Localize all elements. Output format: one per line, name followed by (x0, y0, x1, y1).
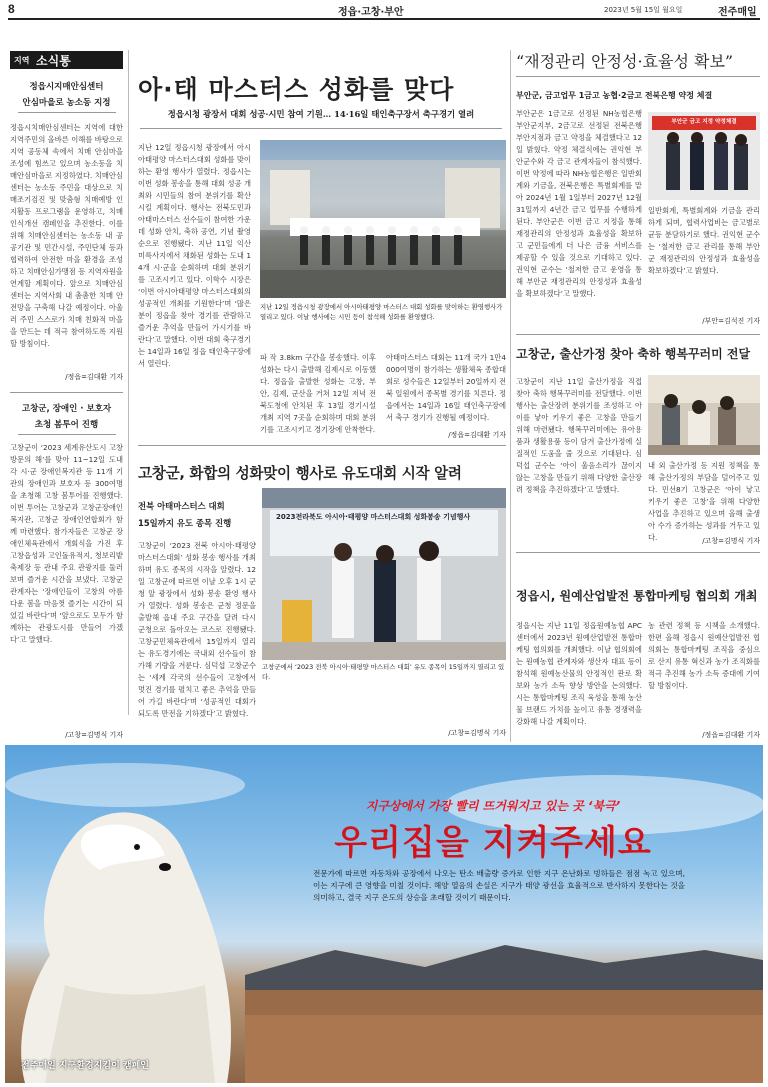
header-rule (8, 18, 760, 20)
ad-tagline: 지구상에서 가장 빨리 뜨거워지고 있는 곳 ‘북극’ (365, 799, 621, 813)
brief2-subtitle: 초청 봄투어 진행 (34, 420, 99, 430)
right-photo-banner: 부안군 금고 지정 약정체결 (671, 119, 737, 125)
masthead-logo: 전주매일 (718, 7, 757, 18)
brief2-title: 고창군, 장애인 · 보호자 (21, 404, 112, 414)
right-story2-byline: /고창=김명식 기자 (702, 537, 760, 545)
brief1-subtitle: 안심마을로 농소동 지정 (22, 98, 111, 108)
story2-headline: 고창군, 화합의 성화맞이 행사로 유도대회 시작 알려 (138, 465, 462, 482)
sidebar-separator (10, 392, 123, 393)
ad-body: 전문가에 따르면 자동차와 공장에서 나오는 탄소 배출량 증가로 인한 지구 온난화로 빙하들은 점점 녹고 있으며, 이는 지구에 큰 영향을 미칠 것이다. 해양 열음의 손실은 지구가 태양 광선을 효율적으로 반사하지 못한다는 것을 의미하고, 결국 지구 온도의 상승을 초래할 것이기 때문이다. (313, 869, 685, 902)
sidebar-divider (128, 50, 129, 715)
main-photo (260, 140, 506, 298)
brief2-body: 고창군이 ‘2023 세계유산도시 고창 방문의 해’를 맞아 11~12일 도내 각 시·군 장애인복지관 등 11개 기관의 장애인과 보호자 등 300여명을 초청해 고창 봄투어를 진행했다. 이번 투어는 고창군과 고창군장애인복지관, 고창군 장애인연합회가 함께 마련했다. 참가자들은 고창군 장애인체육관에서 개회식을 가진 후 고창읍성과 고인돌유적지, 청보리밭 축제장 등 관내 주요 관광지를 둘러보며 즐거운 시간을 보냈다. 고창군 관계자는 ‘장애인들이 고창의 아름다운 봄을 마음껏 즐기는 시간이 되었길 바란다’며 ‘앞으로도 모두가 함께하는 관광도시를 만들어 가겠다’고 말했다. (10, 443, 123, 644)
right-story3-byline: /정읍=김대환 기자 (702, 731, 760, 739)
brief2-underline (18, 434, 116, 435)
main-body-right: 아태마스터스 대회는 11개 국가 1만4000여명이 참가하는 생활체육 종합대회로 성수들은 12일부터 20일까지 전북 일원에서 종목별 경기를 치른다. 정읍에서는 14일과 16일 태인축구장에서 축구 경기가 진행될 예정이다. (386, 353, 506, 422)
right-body: 부안군은 1금고로 선정된 NH농협은행 부안군지부, 2금고로 선정된 전북은행 부안지점과 금고 약정을 체결했다고 12일 밝혔다. 약정 체결식에는 권익현 부안군수와 각 금고 관계자들이 참석했다. 이번 약정에 따라 NH농협은행은 일반회계와 기금을, 전북은행은 특별회계를 맡아 2024년 1월 1일부터 2027년 12월 31일까지 4년간 금고 업무를 수행하게 된다. 부안군은 이번 금고 지정을 통해 재정관리의 안정성과 효율성을 확보하고 군민들에게 더 나은 금융 서비스를 제공할 수 있을 것으로 기대하고 있다. 권익현 군수는 ‘철저한 금고 운영을 통해 부안군 재정관리의 안정성과 효율성을 확보하겠다’고 말했다. (516, 109, 642, 298)
climate-ad (5, 745, 763, 1083)
brief1-body: 정읍시치매안심센터는 지역에 대한 지역주민의 올바른 이해를 바탕으로 지역 공동체 속에서 치매 안심마을 조성에 힘쓰고 있으며 농소동을 치매안심마을로 지정하였다. 치매안심센터는 농소동 주민을 대상으로 치매조기검진 및 맞춤형 치매예방 인지활동 프로그램을 운영하고, 치매 인식개선 캠페인을 추진한다. 이를 위해 치매안심센터는 농소동 내 공공기관 및 민간시설, 주민단체 등과 협력하여 안전한 마을 환경을 조성하고 치매안심가맹점 등 지역자원을 연계할 계획이다. 앞으로 치매안심센터는 지역사회 내 촘촘한 치매 안전망을 구축해 나갈 예정이다. 아울러 주민 스스로가 치매 친화적 마을을 만드는 데 적극 참여하도록 지원할 방침이다. (10, 123, 123, 348)
climate-ad-art (5, 745, 763, 1083)
center-divider (510, 50, 511, 742)
main-bottom-rule (138, 445, 506, 446)
sidebar-badge-region: 지역 (14, 56, 30, 65)
main-body-mid: 파 작 3.8km 구간을 봉송했다. 이후 성화는 다시 출발해 김제시로 이동했다. 정읍을 출발한 성화는 고창, 부안, 김제, 군산을 거쳐 12일 저녁 전북도청에 안치된 후 13일 경기시설 개최 지역 7곳을 순회하며 대회 분위기를 고조시키고 경기장에 안착한다. (260, 353, 376, 434)
ad-headline: 우리집을 지켜주세요 (334, 823, 652, 863)
right-headline-rule (516, 76, 760, 77)
section-title: 정읍·고창·부안 (338, 7, 404, 18)
right-sep-1 (516, 334, 760, 335)
right-sep-2 (516, 552, 760, 553)
right-subhead: 부안군, 금고업무 1금고 농협·2금고 전북은행 약정 체결 (516, 91, 713, 100)
right-story2-side: 내 외 출산가정 등 지원 정책을 통해 출산가정의 부담을 덜어주고 있다. 민선8기 고창군은 ‘아이 낳고 키우기 좋은 고창’을 위해 다양한 사업을 추진하고 있으며 올해 출생아 수가 증가하는 성과를 거두고 있다. (648, 461, 760, 542)
right-story2-headline: 고창군, 출산가정 찾아 축하 행복꾸러미 전달 (516, 347, 751, 361)
story2-kicker: 전북 아태마스터스 대회 (138, 501, 225, 511)
story2-photo-banner: 2023전라북도 아시아·태평양 마스터스대회 성화봉송 기념행사 (276, 513, 471, 521)
brief1-underline (18, 112, 116, 113)
brief1-title: 정읍시지매안심센터 (29, 82, 104, 92)
right-story3-headline: 정읍시, 원예산업발전 통합마케팅 협의회 개최 (516, 589, 758, 603)
main-subhead-rule (140, 128, 502, 129)
right-body-side: 일반회계, 특별회계와 기금을 관리하게 되며, 협력사업비는 금고별로 균등 분담하기로 했다. 권익현 군수는 ‘철저한 금고 관리를 통해 부안군 재정관리의 안정성과 효율성을 확보하겠다’고 밝혔다. (648, 206, 760, 275)
right-byline: /부안=김석진 기자 (702, 317, 760, 325)
right-story2-body: 고창군이 지난 11일 출산가정을 직접 찾아 축하 행복꾸러미를 전달했다. 이번 행사는 출산장려 분위기를 조성하고 아이를 낳아 키우기 좋은 고창을 만들기 위해 마련됐다. 행복꾸러미에는 유아용품과 생활용품 등이 담겨 출산가정에 실질적인 도움을 줄 것으로 기대된다. 심덕섭 군수는 ‘아이 울음소리가 끊이지 않는 고창을 만들기 위해 다양한 출산장려 정책을 추진하겠다’고 말했다. (516, 377, 642, 494)
main-body-left: 지난 12일 정읍시청 광장에서 아시아태평양 마스터스대회 성화를 맞이하는 환영 행사가 열렸다. 정읍시는 이번 성화 봉송을 통해 대회 성공 개최와 시민들의 참여 분위기를 확산시킬 계획이다. 행사는 전북도민과 아태마스터스 선수들이 참여한 가운데 성화 안치, 축하 공연, 기념 촬영 순으로 진행됐다. 지난 11일 익산 미륵사지에서 채화된 성화는 도내 14개 시·군을 순회하며 대회 분위기를 고조시키고 있다. 이학수 시장은 ‘이번 아시아태평양 마스터스대회의 성공적인 개최를 기원한다’며 ‘많은 분이 정읍을 찾아 경기를 관람하고 즐거운 추억을 만들어 가시기를 바란다’고 말했다. 이번 대회 축구경기는 14일과 16일 정읍 태인축구장에서 열린다. (138, 143, 251, 368)
right-photo (648, 112, 760, 200)
right-story2-photo (648, 375, 760, 455)
issue-date: 2023년 5월 15일 월요일 (604, 6, 683, 14)
main-headline: 아·태 마스터스 성화를 맞다 (138, 75, 455, 104)
ad-footer: 전주매일 지구환경지킴이 캠페인 (21, 1061, 149, 1071)
right-photo-art (648, 112, 760, 200)
right-story2-photo-art (648, 375, 760, 455)
story2-photo-caption: 고창군에서 ‘2023 전북 아시아·태평양 마스터스 대회’ 유도 종목이 15일까지 열리고 있다. (262, 663, 505, 681)
main-byline: /정읍=김대환 기자 (448, 431, 506, 439)
right-story3-side: 농 관련 정책 등 시책을 소개했다. 한편 올해 정읍시 원예산업발전 협의회는 통합마케팅 조직을 중심으로 산지 유통 혁신과 농가 조직화를 적극 추진해 농가 소득 증대에 기여할 방침이다. (648, 621, 760, 690)
main-subhead: 정읍시청 광장서 대회 성공·시민 참여 기원… 14·16일 태인축구장서 축구경기 열려 (167, 109, 475, 119)
brief2-byline: /고창=김명식 기자 (65, 731, 123, 739)
main-photo-caption: 지난 12일 정읍시청 광장에서 아시아태평양 마스터스 대회 성화를 맞이하는 환영행사가 열리고 있다. 이날 행사에는 시민 등이 참석해 성화를 환영했다. (260, 303, 503, 321)
brief1-byline: /정읍=김대환 기자 (65, 373, 123, 381)
right-story3-body: 정읍시는 지난 11일 정읍원예농협 APC센터에서 2023년 원예산업발전 통합마케팅 협의회를 개최했다. 이날 협의회에는 원예농협 관계자와 생산자 대표 등이 참석해 원예농산물의 안정적인 판로 확보와 농가 소득 향상 방안을 논의했다. 시는 통합마케팅 조직 육성을 통해 농산물 브랜드 가치를 높이고 유통 경쟁력을 강화해 나갈 계획이다. (516, 621, 642, 726)
main-photo-art (260, 140, 506, 298)
story2-byline: /고창=김명식 기자 (448, 729, 506, 737)
page-number: 8 (8, 2, 15, 16)
right-headline: “재정관리 안정성·효율성 확보” (516, 52, 734, 71)
story2-subhead: 15일까지 유도 종목 진행 (138, 518, 232, 528)
sidebar-badge-title: 소식통 (36, 54, 71, 68)
story2-body: 고창군이 ‘2023 전북 아시아·태평양 마스터스대회’ 성화 봉송 행사를 개최하며 유도 종목의 시작을 알렸다. 12일 고창군에 따르면 이날 오후 1시 군청 앞 광장에서 성화 봉송 환영 행사가 열렸다. 성화 봉송은 군청 정문을 출발해 읍내 주요 구간을 달려 다시 군청으로 돌아오는 코스로 진행됐다. 고창군민체육관에서 15일까지 열리는 유도경기에는 국내외 선수들이 참가해 기량을 겨룬다. 심덕섭 고창군수는 ‘세계 각국의 선수들이 고창에서 멋진 경기를 펼치고 좋은 추억을 만들어 가길 바란다’며 ‘성공적인 대회가 되도록 만전을 기하겠다’고 밝혔다. (138, 541, 256, 718)
